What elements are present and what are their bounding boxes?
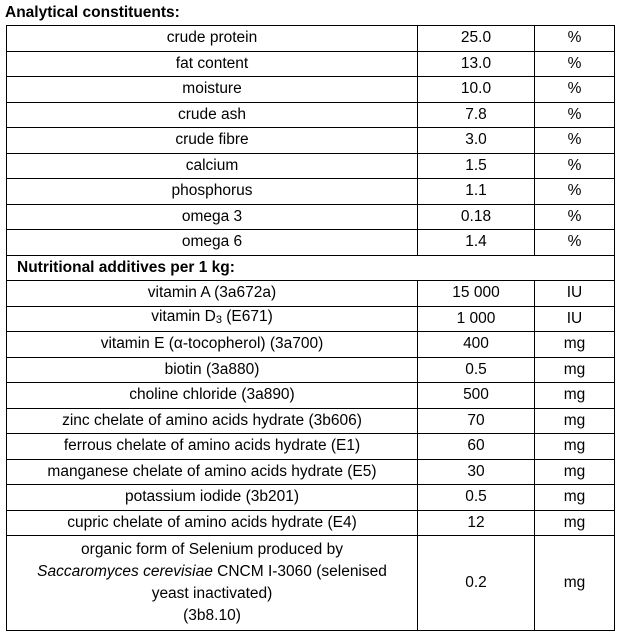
constituent-name: crude fibre — [7, 128, 418, 154]
constituent-name: omega 3 — [7, 204, 418, 230]
table-row — [7, 128, 615, 154]
additive-name — [7, 536, 418, 631]
constituent-name: crude ash — [7, 102, 418, 128]
additive-unit: mg — [535, 383, 615, 409]
additive-name: cupric chelate of amino acids hydrate (E4) — [7, 510, 418, 536]
table-row — [7, 26, 615, 52]
constituent-name: calcium — [7, 153, 418, 179]
constituent-name: moisture — [7, 77, 418, 103]
analytical-constituents-heading: Analytical constituents: — [5, 4, 180, 21]
additive-name: vitamin E (α-tocopherol) (3a700) — [7, 332, 418, 358]
additive-name: potassium iodide (3b201) — [7, 485, 418, 511]
selenium-line-1: organic form of Selenium produced by — [81, 541, 343, 558]
constituent-unit: % — [535, 102, 615, 128]
additive-unit: mg — [535, 332, 615, 358]
selenium-line-3: yeast inactivated) — [151, 585, 273, 602]
selenium-line-2: CNCM I-3060 (selenised — [212, 563, 387, 580]
constituent-value: 7.8 — [418, 102, 535, 128]
constituent-name: fat content — [7, 51, 418, 77]
additive-value: 12 — [418, 510, 535, 536]
table-row — [7, 485, 615, 511]
additive-name — [7, 306, 418, 332]
additive-value: 30 — [418, 459, 535, 485]
table-row — [7, 153, 615, 179]
additive-unit: IU — [535, 281, 615, 307]
additive-value: 500 — [418, 383, 535, 409]
constituent-value: 3.0 — [418, 128, 535, 154]
table-row — [7, 102, 615, 128]
constituent-value: 0.18 — [418, 204, 535, 230]
constituent-value: 1.4 — [418, 230, 535, 256]
constituent-name: phosphorus — [7, 179, 418, 205]
constituent-unit: % — [535, 153, 615, 179]
selenium-species: Saccaromyces cerevisiae — [37, 563, 213, 580]
additive-unit: mg — [535, 510, 615, 536]
constituent-unit: % — [535, 26, 615, 52]
additive-value: 0.2 — [418, 536, 535, 631]
constituent-unit: % — [535, 51, 615, 77]
table-row — [7, 306, 615, 332]
constituent-unit: % — [535, 204, 615, 230]
table-row — [7, 230, 615, 256]
additive-unit: mg — [535, 536, 615, 631]
table-row — [7, 434, 615, 460]
constituent-value: 10.0 — [418, 77, 535, 103]
subscript-3: 3 — [215, 314, 222, 327]
constituent-value: 25.0 — [418, 26, 535, 52]
table-row-selenium — [7, 536, 615, 631]
additive-value: 0.5 — [418, 357, 535, 383]
constituent-unit: % — [535, 128, 615, 154]
additive-name: ferrous chelate of amino acids hydrate (E1) — [7, 434, 418, 460]
constituent-value: 1.5 — [418, 153, 535, 179]
table-row — [7, 332, 615, 358]
constituent-unit: % — [535, 230, 615, 256]
additive-name-prefix: vitamin D — [151, 308, 216, 326]
additive-name: biotin (3a880) — [7, 357, 418, 383]
table-row — [7, 51, 615, 77]
constituent-unit: % — [535, 179, 615, 205]
additive-value: 15 000 — [418, 281, 535, 307]
constituent-value: 1.1 — [418, 179, 535, 205]
nutrition-table — [6, 25, 615, 631]
table-row — [7, 383, 615, 409]
table-row — [7, 459, 615, 485]
additive-value: 400 — [418, 332, 535, 358]
table-row — [7, 179, 615, 205]
additive-value: 60 — [418, 434, 535, 460]
additive-unit: mg — [535, 357, 615, 383]
additive-value: 0.5 — [418, 485, 535, 511]
nutritional-additives-heading: Nutritional additives per 1 kg: — [7, 255, 615, 281]
additive-unit: mg — [535, 408, 615, 434]
additives-heading-row — [7, 255, 615, 281]
table-row — [7, 77, 615, 103]
table-row — [7, 408, 615, 434]
additive-name-suffix: (E671) — [221, 308, 273, 326]
additive-unit: mg — [535, 434, 615, 460]
additive-value: 70 — [418, 408, 535, 434]
additive-unit: IU — [535, 306, 615, 332]
constituent-name: omega 6 — [7, 230, 418, 256]
additive-name: manganese chelate of amino acids hydrate (E5) — [7, 459, 418, 485]
table-row — [7, 510, 615, 536]
additive-unit: mg — [535, 459, 615, 485]
table-row — [7, 357, 615, 383]
additive-value: 1 000 — [418, 306, 535, 332]
additive-name: vitamin A (3a672a) — [7, 281, 418, 307]
table-row — [7, 281, 615, 307]
constituent-name: crude protein — [7, 26, 418, 52]
additive-name: choline chloride (3a890) — [7, 383, 418, 409]
additive-name: zinc chelate of amino acids hydrate (3b606) — [7, 408, 418, 434]
constituent-unit: % — [535, 77, 615, 103]
table-row — [7, 204, 615, 230]
selenium-line-4: (3b8.10) — [183, 607, 241, 624]
constituent-value: 13.0 — [418, 51, 535, 77]
additive-unit: mg — [535, 485, 615, 511]
